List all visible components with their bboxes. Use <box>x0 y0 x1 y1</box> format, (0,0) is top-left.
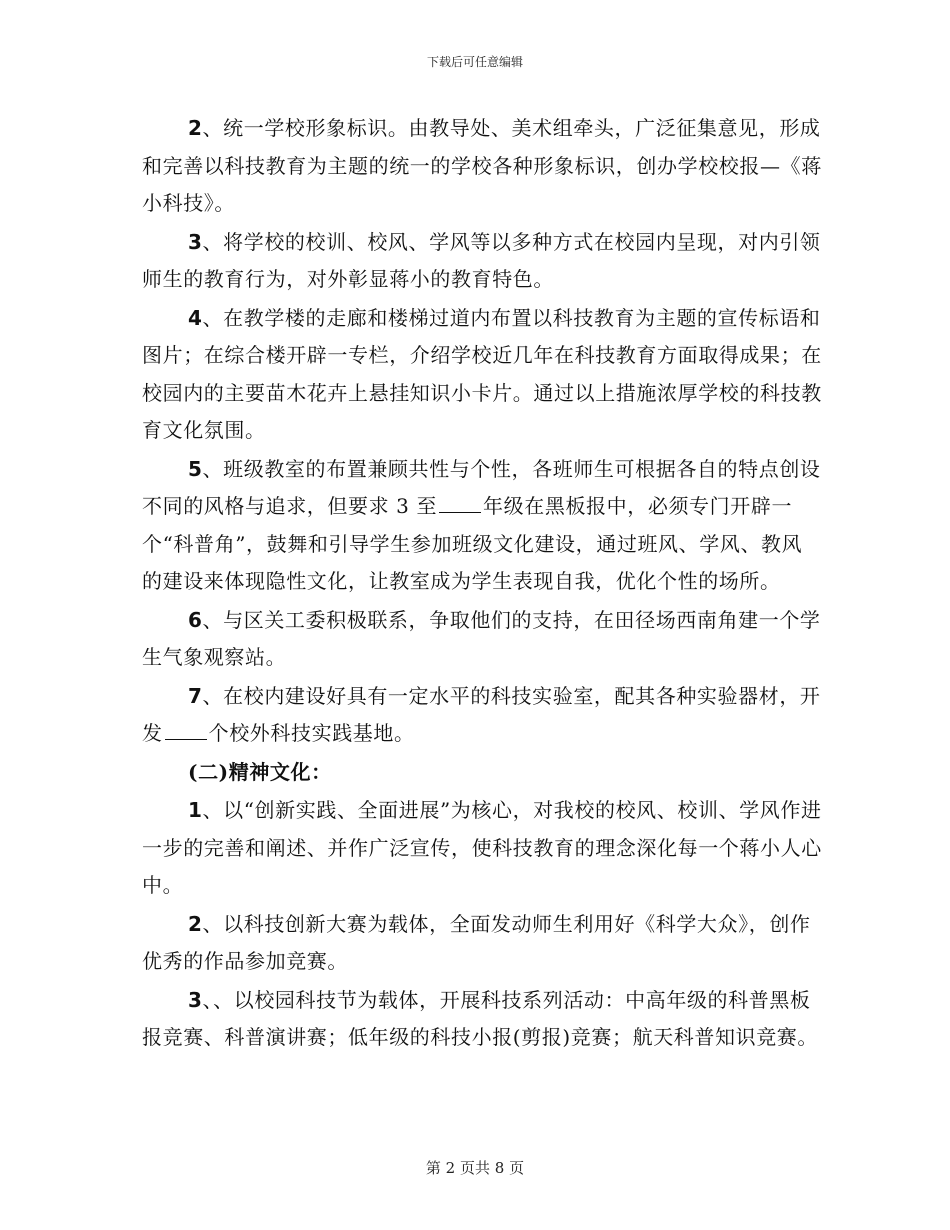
item-number: 5 <box>188 456 203 481</box>
paragraph-text: 、与区关工委积极联系，争取他们的支持，在田径场西南角建一个学生气象观察站。 <box>142 607 821 669</box>
paragraph-text: 年级在黑板报中，必须专门开辟一个“科普角”，鼓舞和引导学生参加班级文化建设，通过班风、学风、教风的建设来体现隐性文化，让教室成为学生表现自我，优化个性的场所。 <box>142 494 803 593</box>
paragraph-text: 、将学校的校训、校风、学风等以多种方式在校园内呈现，对内引领师生的教育行为，对外彰显蒋小的教育特色。 <box>142 229 821 291</box>
paragraph-text: 、、以校园科技节为载体，开展科技系列活动：中高年级的科普黑板报竞赛、科普演讲赛；低年级的科技小报(剪报)竞赛；航天科普知识竞赛。 <box>142 987 819 1049</box>
paragraph-item-5 <box>142 451 822 601</box>
item-number: 3 <box>188 987 203 1012</box>
fill-in-blank <box>165 721 207 740</box>
paragraph-item-4 <box>142 300 822 450</box>
paragraph-item-3 <box>142 224 822 299</box>
paragraph-text: 、在教学楼的走廊和楼梯过道内布置以科技教育为主题的宣传标语和图片；在综合楼开辟一专栏，介绍学校近几年在科技教育方面取得成果；在校园内的主要苗木花卉上悬挂知识小卡片。通过以上措施浓厚学校的科技教育文化氛围。 <box>142 305 822 442</box>
paragraph-text: 个校外科技实践基地。 <box>208 721 415 745</box>
item-number: 4 <box>188 305 203 330</box>
paragraph-text: 、以“创新实践、全面进展”为核心，对我校的校风、校训、学风作进一步的完善和阐述、并作广泛宣传，使科技教育的理念深化每一个蒋小人心中。 <box>142 798 822 897</box>
paragraph-item-6 <box>142 602 822 677</box>
paragraph-spirit-1 <box>142 792 822 905</box>
paragraph-item-2 <box>142 110 822 223</box>
paragraph-text: 、以科技创新大赛为载体，全面发动师生利用好《科学大众》，创作优秀的作品参加竞赛。 <box>142 911 811 973</box>
document-body <box>142 110 822 1058</box>
section-heading: (二)精神文化： <box>188 759 332 784</box>
item-number: 2 <box>188 911 203 936</box>
item-number: 1 <box>188 798 203 822</box>
page-footer: 第 2 页共 8 页 <box>425 1159 525 1177</box>
paragraph-spirit-2 <box>142 906 822 981</box>
item-number: 2 <box>188 116 203 140</box>
paragraph-text: 、统一学校形象标识。由教导处、美术组牵头，广泛征集意见，形成和完善以科技教育为主题的统一的学校各种形象标识，创办学校校报—《蒋小科技》。 <box>142 116 822 215</box>
paragraph-text: 、在校内建设好具有一定水平的科技实验室，配其各种实验器材，开发 <box>142 683 821 745</box>
fill-in-blank <box>439 494 481 513</box>
paragraph-item-7 <box>142 678 822 753</box>
item-number: 3 <box>188 229 203 254</box>
paragraph-spirit-3 <box>142 982 822 1057</box>
page-header: 下载后可任意编辑 <box>426 55 523 69</box>
item-number: 7 <box>188 683 203 708</box>
paragraph-text: 、班级教室的布置兼顾共性与个性，各班师生可根据各自的特点创设不同的风格与追求，但要求 3 至 <box>142 456 821 518</box>
item-number: 6 <box>188 607 203 632</box>
